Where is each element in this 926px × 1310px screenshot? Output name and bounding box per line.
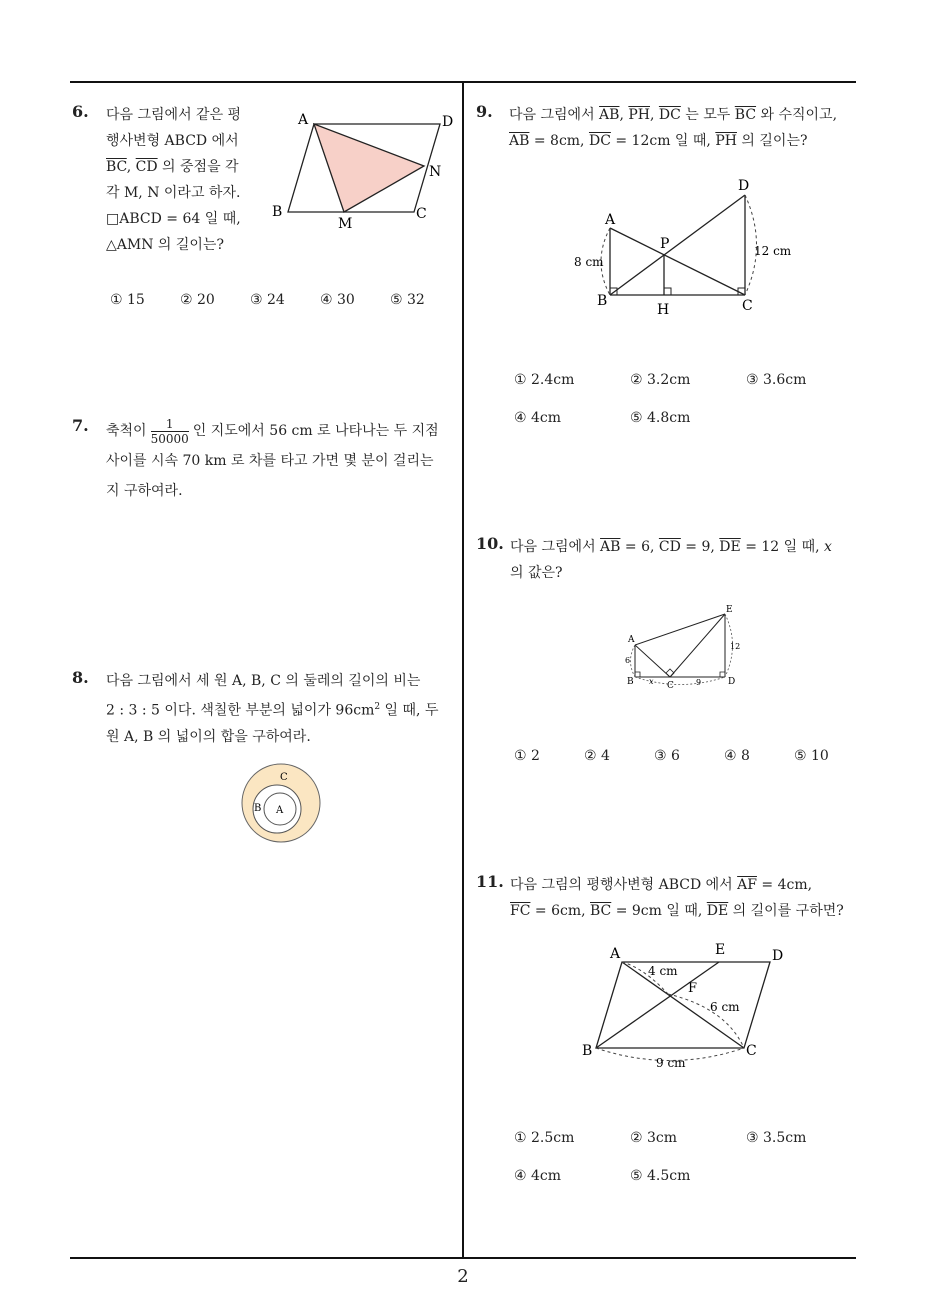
q8-line: 원 A, B 의 넓이의 합을 구하여라. (106, 728, 311, 745)
q10-choice-1[interactable]: ① 2 (514, 748, 540, 764)
q11-figure-parallelogram (576, 938, 796, 1078)
q6-label-c: C (416, 206, 427, 222)
q9-l2-b: = 12cm 일 때, (610, 133, 716, 149)
q6-figure-parallelogram (268, 104, 468, 234)
q10-label-6: 6 (625, 656, 631, 665)
q11-label-bc: 9 cm (656, 1056, 686, 1070)
q11-label-b: B (582, 1043, 593, 1059)
q10-cd-segment: $\overline{CD}$ (658, 539, 681, 555)
q9-label-12cm: 12 cm (754, 244, 792, 258)
bottom-rule (70, 1257, 856, 1259)
q6-bc-segment: $\overline{BC}$ (106, 159, 127, 175)
q10-figure (620, 600, 750, 692)
q9-ab-segment: $\overline{AB}$ (599, 107, 620, 123)
q11-choice-4[interactable]: ④ 4cm (514, 1168, 562, 1184)
q6-choice-1[interactable]: ① 15 (110, 292, 145, 308)
q11-label-a: A (610, 946, 621, 962)
q6-comma: , (126, 159, 136, 175)
column-divider (462, 81, 464, 1259)
q9-figure (570, 172, 800, 322)
q9-dc-segment: $\overline{DC}$ (588, 133, 611, 149)
q11-line (510, 898, 844, 924)
q11-choice-1[interactable]: ① 2.5cm (514, 1130, 575, 1146)
q9-ab-segment: $\overline{AB}$ (509, 133, 530, 149)
q9-l1-end: 와 수직이고, (756, 107, 838, 123)
q7-line1-start: 축척이 (106, 423, 147, 439)
q8-label-a: A (276, 805, 284, 816)
q9-choice-3[interactable]: ③ 3.6cm (746, 372, 807, 388)
q9-label-h: H (657, 302, 670, 318)
q10-dim-arc-left (631, 645, 636, 677)
q6-line: 각 M, N 이라고 하자. (106, 185, 241, 201)
q11-l1-a: 다음 그림의 평행사변형 ABCD 에서 (510, 877, 738, 893)
q9-choice-5[interactable]: ⑤ 4.8cm (630, 410, 691, 426)
q9-line (509, 102, 837, 128)
q11-label-f: F (688, 981, 698, 996)
q6-label-n: N (429, 164, 442, 180)
q9-choice-2[interactable]: ② 3.2cm (630, 372, 691, 388)
q8-label-b: B (254, 803, 262, 814)
q10-de-segment: $\overline{DE}$ (719, 539, 741, 555)
q10-choice-3[interactable]: ③ 6 (654, 748, 680, 764)
q6-choice-3[interactable]: ③ 24 (250, 292, 285, 308)
q6-line: 다음 그림에서 같은 평 (106, 107, 242, 123)
q8-line2-end: 일 때, 두 (380, 702, 439, 719)
q7-fraction-denominator: 50000 (150, 431, 189, 446)
q10-label-x: x (649, 677, 654, 686)
q7-line (106, 416, 439, 446)
q9-l1-start: 다음 그림에서 (509, 107, 600, 123)
q9-label-a: A (605, 212, 616, 228)
q10-right-angle-b (635, 672, 640, 677)
q6-shaded-triangle (314, 124, 424, 212)
q6-line3-rest: 의 중점을 각 (157, 159, 239, 175)
page-number: 2 (457, 1266, 469, 1287)
q10-right-angle-c (666, 669, 674, 677)
q9-dc-segment: $\overline{DC}$ (658, 107, 681, 123)
q7-number: 7. (72, 416, 89, 435)
q10-l1-c: = 9, (680, 539, 720, 555)
q11-l1-b: = 4cm, (756, 877, 813, 893)
q10-label-9: 9 (696, 678, 702, 687)
q7-scale-fraction (151, 417, 189, 446)
q11-l2-a: = 6cm, (530, 903, 590, 919)
q6-label-m: M (338, 216, 353, 232)
q6-cd-segment: $\overline{CD}$ (135, 159, 158, 175)
q11-label-d: D (772, 948, 784, 964)
q8-label-c: C (280, 772, 288, 783)
q9-right-angle-h (664, 288, 671, 295)
q7-fraction-numerator: 1 (165, 416, 174, 431)
q6-line: □ABCD = 64 일 때, (106, 211, 241, 227)
q11-choice-3[interactable]: ③ 3.5cm (746, 1130, 807, 1146)
q6-number: 6. (72, 102, 89, 121)
q9-label-b: B (597, 293, 608, 309)
q8-text (106, 668, 438, 750)
q11-text (510, 872, 844, 924)
q10-ab-segment: $\overline{AB}$ (600, 539, 621, 555)
q7-line: 지 구하여라. (106, 483, 183, 499)
q11-de-segment: $\overline{DE}$ (706, 903, 729, 919)
q10-number: 10. (476, 534, 504, 553)
q10-choice-5[interactable]: ⑤ 10 (794, 748, 829, 764)
q6-choice-4[interactable]: ④ 30 (320, 292, 355, 308)
q9-number: 9. (476, 102, 493, 121)
q9-label-d: D (738, 178, 750, 194)
q10-variable-x: x (824, 539, 832, 555)
q10-label-a: A (628, 635, 635, 645)
q9-label-8cm: 8 cm (574, 255, 604, 269)
q11-label-fc: 6 cm (710, 1000, 740, 1014)
q6-text (106, 102, 241, 258)
q9-line (509, 128, 837, 154)
q11-label-c: C (746, 1043, 757, 1059)
q9-l1-mid: 는 모두 (680, 107, 735, 123)
q9-comma: , (619, 107, 629, 123)
q6-label-a: A (298, 112, 309, 128)
q9-text (509, 102, 837, 154)
q6-line (106, 154, 241, 180)
q10-label-e: E (726, 605, 733, 615)
q8-number: 8. (72, 668, 89, 687)
q10-text (510, 534, 832, 586)
q10-label-12: 12 (730, 642, 741, 651)
q11-choice-5[interactable]: ⑤ 4.5cm (630, 1168, 691, 1184)
q6-choice-2[interactable]: ② 20 (180, 292, 215, 308)
q10-line (510, 534, 832, 560)
q10-label-b: B (627, 677, 634, 687)
q11-line (510, 872, 844, 898)
q7-text (106, 416, 439, 506)
q11-l2-c: 의 길이를 구하면? (728, 903, 844, 919)
q7-line1-end: 인 지도에서 56 cm 로 나타나는 두 지점 (192, 423, 439, 439)
q6-line: △AMN 의 길이는? (106, 237, 224, 253)
q9-choice-1[interactable]: ① 2.4cm (514, 372, 575, 388)
q10-line: 의 값은? (510, 565, 563, 581)
q11-label-af: 4 cm (648, 964, 678, 978)
q11-af-segment: $\overline{AF}$ (737, 877, 757, 893)
q9-choice-4[interactable]: ④ 4cm (514, 410, 562, 426)
q6-label-d: D (442, 114, 454, 130)
q7-line: 사이를 시속 70 km 로 차를 타고 가면 몇 분이 걸리는 (106, 453, 434, 469)
q9-ph-segment: $\overline{PH}$ (715, 133, 737, 149)
q11-label-e: E (715, 942, 726, 958)
q9-label-p: P (660, 236, 670, 252)
q10-choice-2[interactable]: ② 4 (584, 748, 610, 764)
q6-line: 행사변형 ABCD 에서 (106, 133, 239, 149)
q6-label-b: B (272, 204, 283, 220)
q6-choice-5[interactable]: ⑤ 32 (390, 292, 425, 308)
q9-ph-segment: $\overline{PH}$ (628, 107, 650, 123)
q10-l1-b: = 6, (620, 539, 659, 555)
q9-l2-a: = 8cm, (529, 133, 589, 149)
q9-l2-c: 의 길이는? (736, 133, 808, 149)
q10-right-angle-d (720, 672, 725, 677)
q10-choice-4[interactable]: ④ 8 (724, 748, 750, 764)
q11-bc-segment: $\overline{BC}$ (590, 903, 612, 919)
q11-choice-2[interactable]: ② 3cm (630, 1130, 678, 1146)
q10-label-d: D (728, 677, 736, 687)
q9-segment-ac (610, 228, 745, 295)
q9-bc-segment: $\overline{BC}$ (734, 107, 757, 123)
q11-number: 11. (476, 872, 504, 891)
q8-line2-start: 2 : 3 : 5 이다. 색칠한 부분의 넓이가 96cm (106, 702, 375, 719)
q11-l2-b: = 9cm 일 때, (611, 903, 707, 919)
q10-label-c: C (667, 681, 674, 691)
q8-line: 다음 그림에서 세 원 A, B, C 의 둘레의 길이의 비는 (106, 673, 421, 689)
q9-label-c: C (742, 298, 753, 314)
q8-superscript: 2 (374, 702, 381, 712)
q8-figure-circles (238, 762, 324, 844)
q10-l1-a: 다음 그림에서 (510, 539, 601, 555)
q11-fc-segment: $\overline{FC}$ (510, 903, 531, 919)
q9-comma: , (650, 107, 659, 123)
q9-segment-bd (610, 195, 745, 295)
q8-line (106, 694, 438, 724)
q10-l1-d: = 12 일 때, (740, 539, 825, 555)
